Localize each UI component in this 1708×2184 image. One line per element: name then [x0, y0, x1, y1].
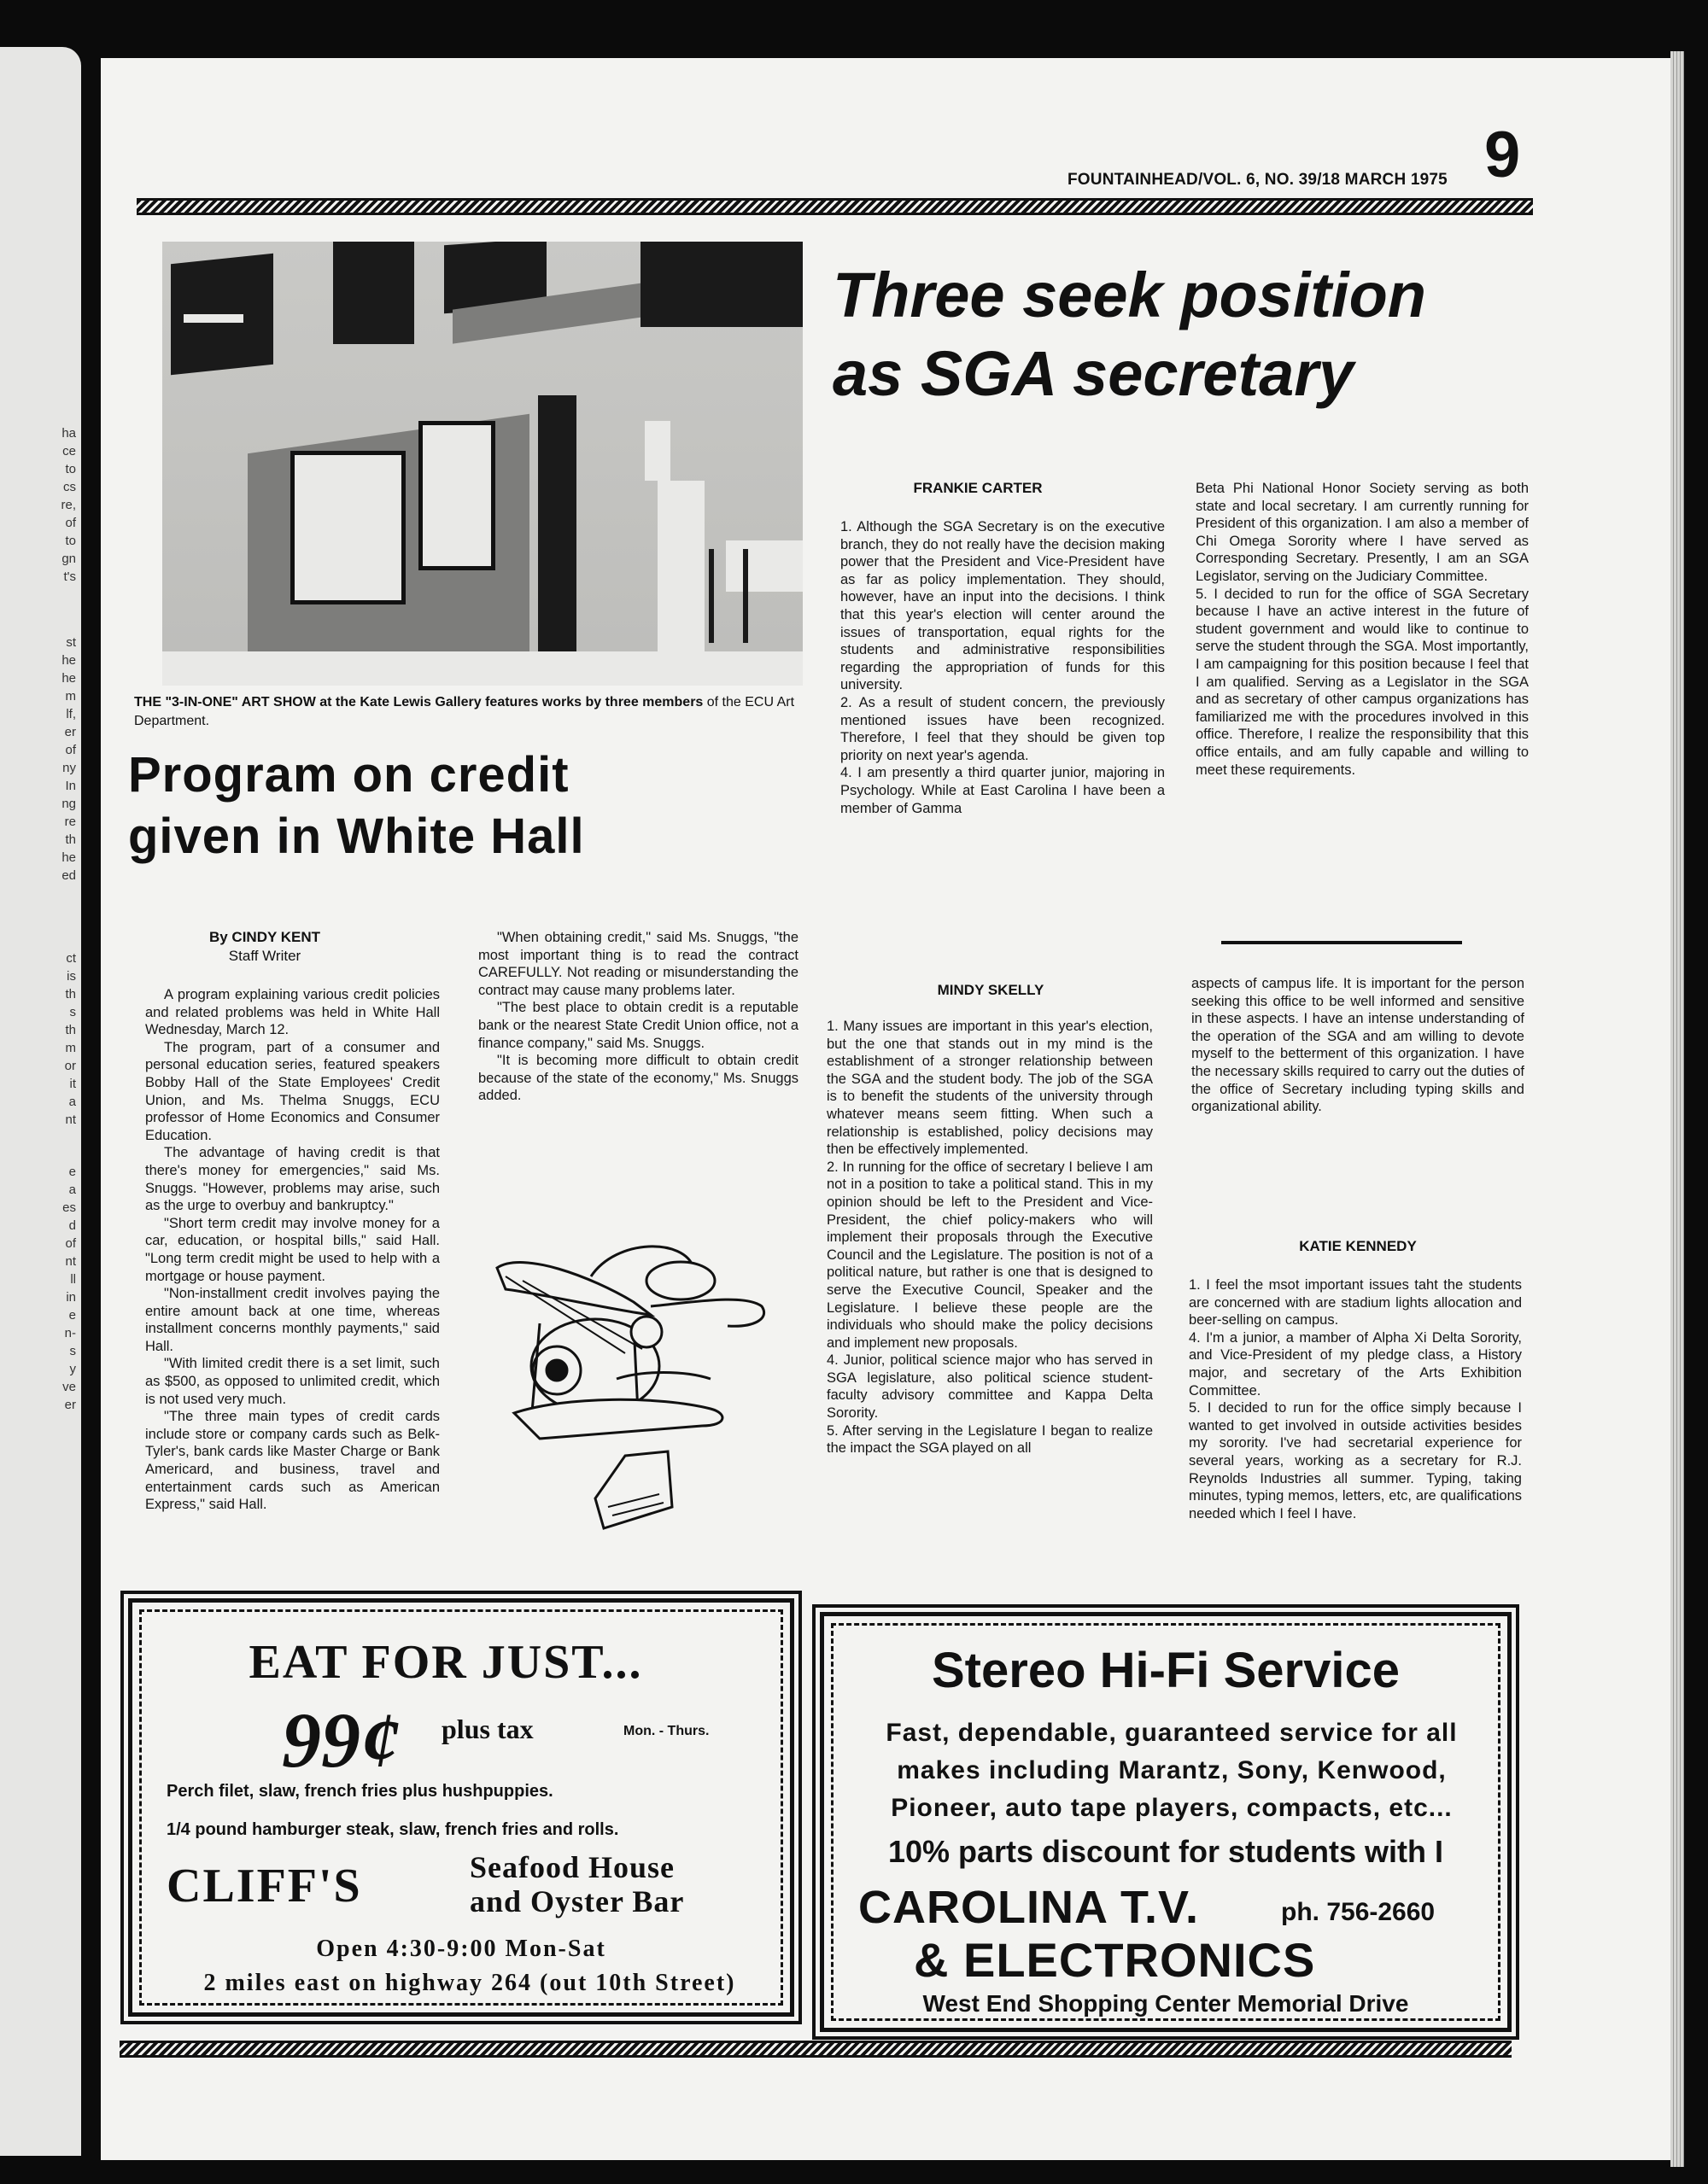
facing-page-text-fragment: ng — [61, 797, 76, 811]
frankie-column-a — [840, 518, 1165, 817]
facing-page-text-fragment: In — [65, 779, 76, 793]
paragraph: "When obtaining credit," said Ms. Snuggs, "the most important thing is to read the contract CAREFULLY. Not reading or misunderstanding the contract may cause many problems later. — [478, 930, 798, 998]
paragraph: 1. Many issues are important in this year's election, but the one that stands out in my mind is the establishment of a stronger relationship between the SGA and the student body. The job of the SGA is to benefit the students of the university through whatever means seem fitting. When such a relationship is established, policy decisions may then be effectively implemented. — [827, 1019, 1153, 1158]
sga-headline — [833, 256, 1567, 413]
facing-page-text-fragment: th — [65, 987, 76, 1001]
paragraph: 2. As a result of student concern, the previously mentioned issues have been recognized. Therefore, I feel that they should be given top priority on next year's agenda. — [840, 694, 1165, 763]
facing-page-text-fragment: a — [68, 1183, 76, 1197]
facing-page-edge — [0, 47, 81, 2156]
mindy-column-a — [827, 1018, 1153, 1457]
gallery-photo — [162, 242, 803, 686]
ad-tagline-1: Seafood House — [470, 1850, 676, 1884]
page-stack-edge — [1670, 51, 1684, 2167]
stereo-advertisement — [820, 1612, 1512, 2032]
ad-title: Stereo Hi-Fi Service — [932, 1643, 1400, 1698]
ad-tagline-2: and Oyster Bar — [470, 1884, 685, 1918]
facing-page-text-fragment: y — [69, 1362, 76, 1376]
facing-page-text-fragment: he — [61, 653, 76, 668]
byline-title: Staff Writer — [228, 948, 301, 964]
paragraph: 5. I decided to run for the office of SGA Secretary because I have an active interest in the future of student government and would like to continue to serve the student through the SGA. Most importantly, I am campaigning for this position because I feel that I am qualified. Serving as a Legislator in the SGA and as secretary of other campus organizations has familiarized me with the procedures involved in this office. Therefore, I realize the responsibility that this office entails, and am fully capable and willing to meet these requirements. — [1196, 586, 1529, 778]
credit-headline-line-1: Program on credit — [128, 747, 570, 803]
caption-rest: of the ECU Art Department. — [134, 695, 795, 728]
ad-address: West End Shopping Center Memorial Drive — [922, 1990, 1409, 2017]
photo-caption — [134, 693, 800, 731]
paragraph: "The best place to obtain credit is a reputable bank or the nearest State Credit Union office, not a finance company," said Ms. Snuggs. — [478, 1000, 798, 1051]
facing-page-text-fragment: nt — [65, 1254, 76, 1269]
facing-page-text-fragment: of — [65, 743, 76, 757]
ad-hours: Open 4:30-9:00 Mon-Sat — [316, 1936, 606, 1962]
facing-page-text-fragment: lf, — [66, 707, 76, 721]
page-number: 9 — [1484, 119, 1521, 191]
facing-page-text-fragment: it — [69, 1077, 76, 1091]
facing-page-text-fragment: or — [64, 1059, 76, 1073]
credit-column-1 — [145, 986, 440, 1514]
facing-page-text-fragment: ct — [66, 951, 76, 966]
facing-page-text-fragment: m — [65, 1041, 76, 1055]
facing-page-text-fragment: is — [67, 969, 76, 984]
facing-page-text-fragment: ce — [62, 444, 76, 458]
facing-page-text-fragment: nt — [65, 1112, 76, 1127]
sga-headline-line-1: Three seek position — [833, 260, 1426, 330]
facing-page-text-fragment: ny — [62, 761, 76, 775]
facing-page-text-fragment: es — [62, 1200, 76, 1215]
ad-phone: ph. 756-2660 — [1281, 1898, 1436, 1926]
facing-page-text-fragment: er — [64, 1398, 76, 1412]
paragraph: 4. I am presently a third quarter junior, majoring in Psychology. While at East Carolina I have been a member of Gamma — [840, 765, 1165, 816]
facing-page-text-fragment: s — [69, 1005, 76, 1019]
facing-page-text-fragment: he — [61, 671, 76, 686]
byline-name: By CINDY KENT — [208, 929, 321, 945]
facing-page-text-fragment: re, — [61, 498, 76, 512]
facing-page-text-fragment: in — [66, 1290, 76, 1305]
facing-page-text-fragment: to — [65, 462, 76, 476]
paragraph: The program, part of a consumer and personal education series, featured speakers Bobby Hall of the State Employees' Credit Union, and Ms. Thelma Snuggs, ECU professor of Home Economics and Consumer Education. — [145, 1039, 440, 1143]
bottom-decorative-rule — [120, 2041, 1512, 2058]
facing-page-text-fragment: re — [64, 815, 76, 829]
paragraph: 5. After serving in the Legislature I began to realize the impact the SGA played on all — [827, 1422, 1153, 1457]
ad-tax-label: plus tax — [442, 1714, 534, 1744]
paragraph: aspects of campus life. It is important for the person seeking this office to be well informed and sensitive in these aspects. I have an intense understanding of the operation of the SGA and am willing to devote myself to the betterment of this organization. I have the necessary skills required to carry out the duties of the office of Secretary including typing skills and organizational ability. — [1191, 976, 1524, 1115]
ad-directions: 2 miles east on highway 264 (out 10th Street) — [203, 1970, 736, 1996]
facing-page-text-fragment: th — [65, 1023, 76, 1037]
facing-page-text-fragment: of — [65, 1236, 76, 1251]
facing-page-text-fragment: e — [68, 1308, 76, 1323]
facing-page-text-fragment: he — [61, 850, 76, 865]
paragraph: "The three main types of credit cards include store or company cards such as Belk-Tyler's, bank cards like Master Charge or Bank Americard, and business, travel and entertainment cards such as American Express," said Hall. — [145, 1409, 440, 1513]
paragraph: 4. Junior, political science major who has served in SGA legislature, also political science student-faculty advisory committee and Kappa Delta Sorority. — [827, 1352, 1153, 1422]
ad-menu-line-2: 1/4 pound hamburger steak, slaw, french fries and rolls. — [167, 1820, 619, 1839]
ad-title: EAT FOR JUST... — [249, 1636, 643, 1689]
folio-line: FOUNTAINHEAD/VOL. 6, NO. 39/18 MARCH 1975 — [1068, 171, 1448, 189]
paragraph: "Non-installment credit involves paying the entire amount back at one time, whereas installment concerns monthly payments," said Hall. — [145, 1286, 440, 1354]
facing-page-text-fragment: t's — [63, 569, 76, 584]
facing-page-text-fragment: st — [66, 635, 76, 650]
paragraph: A program explaining various credit policies and related problems was held in White Hall Wednesday, March 12. — [145, 987, 440, 1038]
facing-page-text-fragment: gn — [61, 552, 76, 566]
ad-discount: 10% parts discount for students with I — [887, 1834, 1444, 1869]
paragraph: "With limited credit there is a set limit, such as $500, as opposed to unlimited credit, which is not used very much. — [145, 1356, 440, 1407]
byline — [162, 928, 367, 966]
facing-page-text-fragment: ve — [62, 1380, 76, 1394]
facing-page-text-fragment: to — [65, 534, 76, 548]
credit-column-2 — [478, 929, 798, 1105]
paragraph: "Short term credit may involve money for a car, education, or hospital bills," said Hall. "Long term credit might be used to help with a mortgage or house payment. — [145, 1215, 440, 1284]
ad-menu-line-1: Perch filet, slaw, french fries plus hushpuppies. — [167, 1782, 553, 1801]
cliffs-advertisement — [128, 1598, 794, 2017]
facing-page-text-fragment: d — [68, 1218, 76, 1233]
candidate-name-katie: KATIE KENNEDY — [1299, 1238, 1417, 1254]
caption-bold: THE "3-IN-ONE" ART SHOW at the Kate Lewis Gallery features works by three members — [134, 695, 704, 710]
ad-business-name: CAROLINA T.V. — [858, 1882, 1200, 1933]
frankie-column-b — [1196, 480, 1529, 779]
section-divider — [1221, 941, 1462, 944]
paragraph: The advantage of having credit is that there's money for emergencies," said Ms. Snuggs. "However, problems may arise, such as the urge to overbuy and bankruptcy." — [145, 1145, 440, 1214]
candidate-name-mindy: MINDY SKELLY — [937, 982, 1044, 998]
candidate-name-frankie: FRANKIE CARTER — [913, 480, 1043, 496]
cartoon-biplane-illustration — [488, 1242, 770, 1541]
paragraph: 1. I feel the msot important issues taht the students are concerned with are stadium lights allocation and beer-selling on campus. — [1189, 1277, 1522, 1329]
ad-tagline — [470, 1850, 684, 1918]
paragraph: 4. I'm a junior, a mamber of Alpha Xi Delta Sorority, and Vice-President of my pledge class, a History major, and secretary of the Arts Exhibition Committee. — [1189, 1329, 1522, 1399]
facing-page-text-fragment: ed — [61, 868, 76, 883]
facing-page-text-fragment: a — [68, 1095, 76, 1109]
ad-days: Mon. - Thurs. — [623, 1724, 710, 1738]
ad-description: Fast, dependable, guaranteed service for all makes including Marantz, Sony, Kenwood, Pioneer, auto tape players, compacts, etc... — [886, 1719, 1458, 1822]
paragraph: 1. Although the SGA Secretary is on the executive branch, they do not really have the decision making power that the President and Vice-President have as far as policy implementation. They should, however, have an input into the decisions. I think that this year's election will center around the issues of transportation, equal rights for the students and administrative responsibilities regarding the appropriation of funds for this university. — [840, 519, 1165, 693]
facing-page-text-fragment: cs — [63, 480, 76, 494]
facing-page-text-fragment: n- — [64, 1326, 76, 1340]
ad-price: 99¢ — [282, 1696, 400, 1784]
facing-page-text-fragment: e — [68, 1165, 76, 1179]
katie-column — [1189, 1276, 1522, 1522]
facing-page-text-fragment: m — [65, 689, 76, 704]
ad-business-name-2: & ELECTRONICS — [914, 1933, 1316, 1987]
facing-page-text-fragment: ha — [61, 426, 76, 441]
facing-page-text-fragment: th — [65, 832, 76, 847]
paragraph: "It is becoming more difficult to obtain credit because of the state of the economy," Ms. Snuggs added. — [478, 1053, 798, 1104]
ad-business-name: CLIFF'S — [167, 1860, 362, 1912]
top-decorative-rule — [137, 198, 1533, 215]
paragraph: 2. In running for the office of secretary I believe I am not in a position to take a political stand. This in my opinion should be left to the President and Vice-President, the chief policy-makers who will implement their proposals through the Executive Council and the Legislature. The position is not of a political nature, but rather is one that is designed to serve the Executive Council, Speaker and the Legislature. I believe these people are the individuals who should make the policy decisions and implement new proposals. — [827, 1159, 1153, 1351]
credit-headline — [128, 745, 803, 867]
facing-page-text-fragment: ll — [70, 1272, 76, 1287]
sga-headline-line-2: as SGA secretary — [833, 338, 1354, 409]
facing-page-text-fragment: s — [69, 1344, 76, 1358]
facing-page-text-fragment: er — [64, 725, 76, 739]
paragraph: Beta Phi National Honor Society serving as both state and local secretary. I am currently running for President of this organization. I am also a member of Chi Omega Sorority where I have served as Corresponding Secretary. Presently, I am an SGA Legislator, serving on the Judiciary Committee. — [1196, 481, 1529, 584]
paragraph: 5. I decided to run for the office simply because I wanted to get involved in outside activities besides my sorority. I've had secretarial experience for several years, working as a secretary for R.J. Reynolds Industries all summer. Typing, taking minutes, typing memos, letters, etc, are qualifications needed which I feel I have. — [1189, 1400, 1522, 1521]
credit-headline-line-2: given in White Hall — [128, 809, 585, 864]
mindy-column-b — [1191, 975, 1524, 1116]
facing-page-text-fragment: of — [65, 516, 76, 530]
